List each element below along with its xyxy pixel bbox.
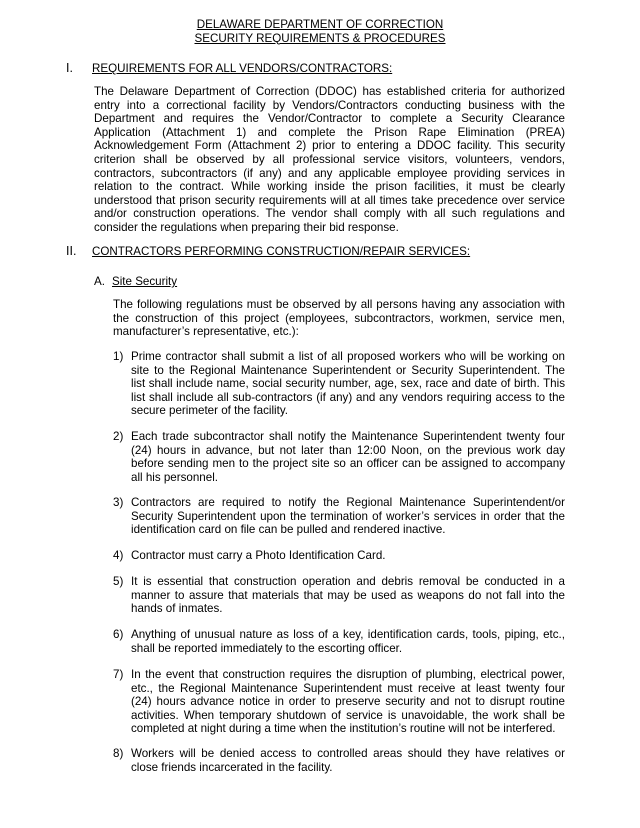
list-item-number: 6) [113,628,124,641]
list-item [113,350,565,418]
list-item-text: Workers will be denied access to controlled areas should they have relatives or close friends incarcerated in the facility. [131,747,565,774]
section-2-numeral: II. [66,244,77,258]
section-1-numeral: I. [66,61,73,75]
list-item [113,496,565,537]
list-item-text: Prime contractor shall submit a list of all proposed workers who will be working on site to the Regional Maintenance Superintendent or Security Superintendent. The list shall include name, social security number, age, sex, race and date of birth. This list shall include all sub-contractors (if any) and any vendors requiring access to the secure perimeter of the facility. [131,350,565,418]
document-header [0,18,640,45]
subsection-a-heading [94,275,177,289]
section-1-title: REQUIREMENTS FOR ALL VENDORS/CONTRACTORS: [92,62,393,75]
subsection-a-intro: The following regulations must be observed by all persons having any association with the construction of this project (employees, subcontractors, workmen, service men, manufacturer’s representative, etc.): [113,298,565,339]
header-line-2: SECURITY REQUIREMENTS & PROCEDURES [194,31,446,45]
list-item-number: 2) [113,430,124,443]
list-item-text: In the event that construction requires the disruption of plumbing, electrical power, etc., the Regional Maintenance Superintendent must receive at least twenty four (24) hours advance notice in order to preserve security and not to disrupt routine activities. When temporary shutdown of service is unavoidable, the work shall be completed at night during a time when the institution’s routine will not be interfered. [131,668,565,736]
list-item-text: Anything of unusual nature as loss of a key, identification cards, tools, piping, etc., shall be reported immediately to the escorting officer. [131,628,565,655]
header-line-1: DELAWARE DEPARTMENT OF CORRECTION [196,18,444,31]
list-item-number: 4) [113,549,124,562]
list-item-number: 5) [113,575,124,588]
list-item [113,668,565,736]
list-item-text: Each trade subcontractor shall notify the Maintenance Superintendent twenty four (24) hours in advance, but not later than 12:00 Noon, on the previous work day before sending men to the project site so an officer can be assigned to accompany all his personnel. [131,430,565,484]
list-item-number: 7) [113,668,124,681]
list-item [113,747,565,774]
subsection-a-title: Site Security [112,275,178,288]
list-item-text: Contractors are required to notify the Regional Maintenance Superintendent/or Security Superintendent upon the termination of worker’s services in order that the identification card on file can be pulled and rendered inactive. [131,496,565,537]
list-item [113,575,565,616]
list-item [113,549,565,563]
list-item-text: It is essential that construction operation and debris removal be conducted in a manner to assure that materials that may be used as weapons do not fall into the hands of inmates. [131,575,565,616]
list-item-number: 8) [113,747,124,760]
subsection-a-label: A. [94,275,105,288]
section-1-body: The Delaware Department of Correction (DDOC) has established criteria for authorized entry into a correctional facility by Vendors/Contractors conducting business with the Department and requires the Vendor/Contractor to complete a Security Clearance Application (Attachment 1) and complete the Prison Rape Elimination (PREA) Acknowledgement Form (Attachment 2) prior to entering a DDOC facility. This security criterion shall be observed by all professional service visitors, volunteers, vendors, contractors, subcontractors (if any) and any applicable employee providing services in relation to the contract. While working inside the prison facilities, it must be clearly understood that prison security requirements will at all times take precedence over service and/or construction operations. The vendor shall comply with all such regulations and consider the regulations when preparing their bid response. [94,85,565,234]
list-item [113,628,565,655]
list-item-number: 3) [113,496,124,509]
list-item-number: 1) [113,350,124,363]
section-2-title: CONTRACTORS PERFORMING CONSTRUCTION/REPAIR SERVICES: [92,245,471,258]
list-item [113,430,565,484]
list-item-text: Contractor must carry a Photo Identification Card. [131,549,386,562]
